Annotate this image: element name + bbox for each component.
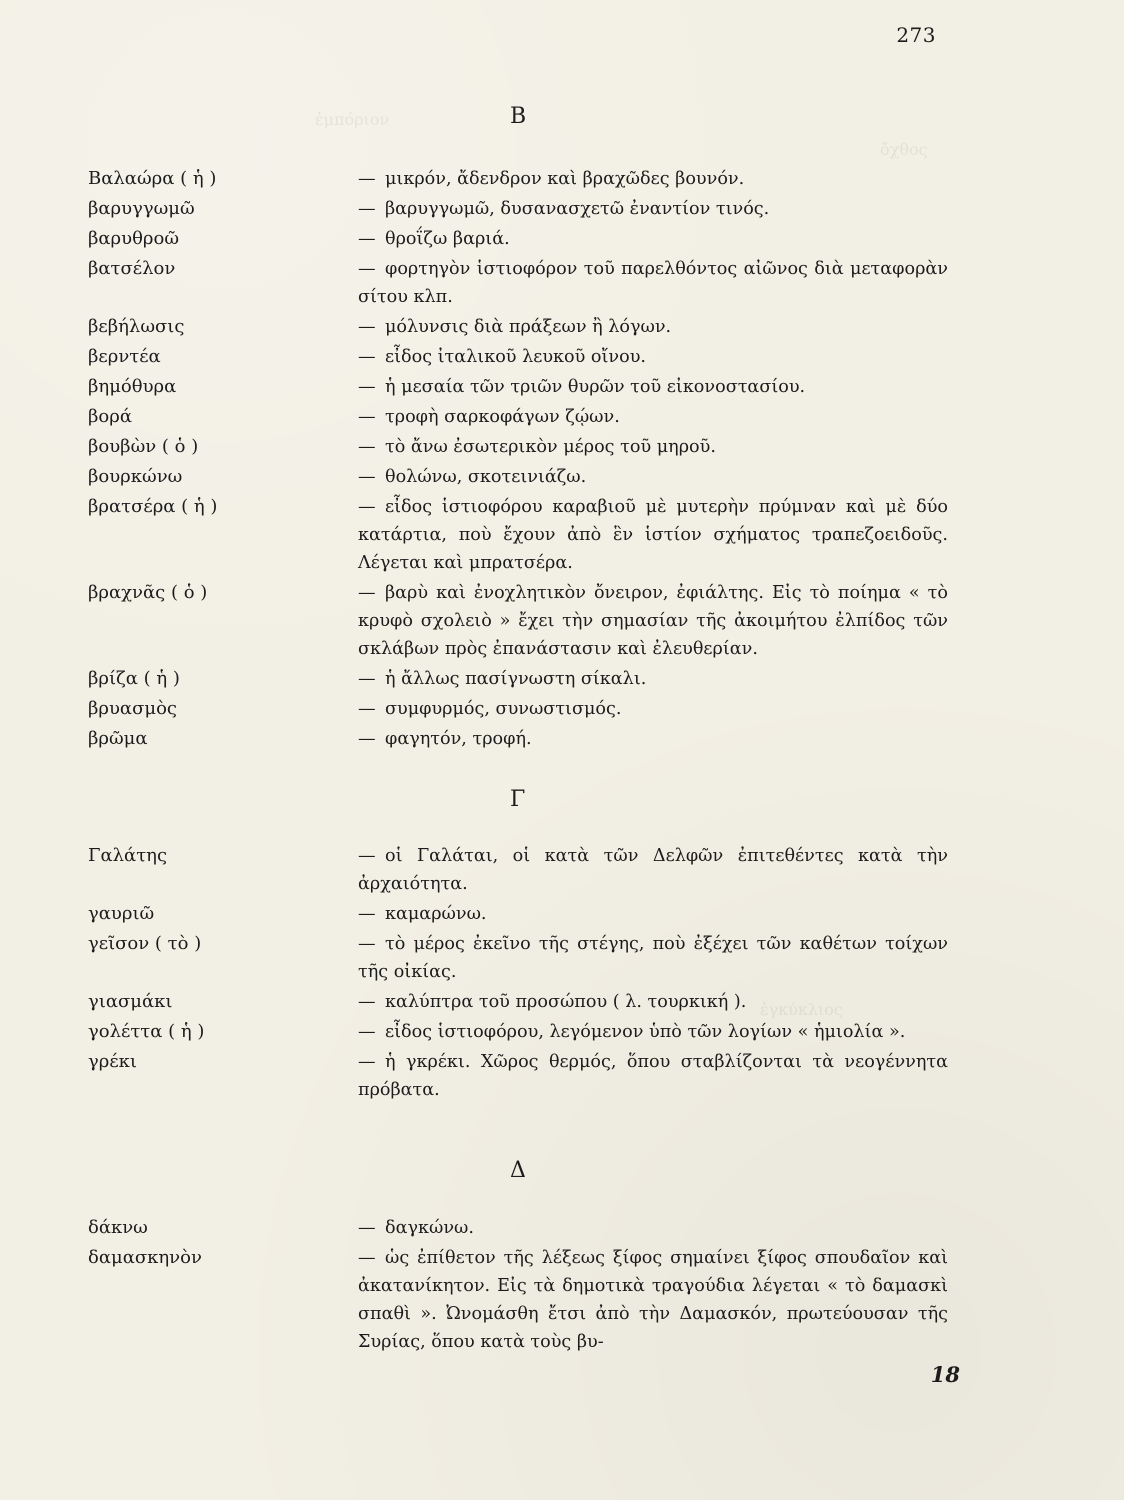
section-heading-delta: Δ xyxy=(510,1158,527,1183)
entry-term: βουρκώνω xyxy=(88,466,183,487)
entry-definition: — μικρόν, ἄδενδρον καὶ βραχῶδες βουνόν. xyxy=(358,169,745,189)
entry-term: βαρυγγωμῶ xyxy=(88,198,195,219)
entries-beta xyxy=(88,165,948,755)
entry-definition: — ὡς ἐπίθετον τῆς λέξεως ξίφος σημαίνει ξίφος σπουδαῖον καὶ ἀκατανίκητον. Εἰς τὰ δημοτικὰ τραγούδια λέγεται « τὸ δαμασκὶ σπαθὶ ». Ὠνομάσθη ἔτσι ἀπὸ τὴν Δαμασκόν, πρωτεύουσαν τῆς Συρίας, ὅπου κατὰ τοὺς βυ- xyxy=(358,1248,948,1352)
entry-term: βημόθυρα xyxy=(88,376,177,397)
entry-definition: — φορτηγὸν ἱστιοφόρον τοῦ παρελθόντος αἰῶνος διὰ μεταφορὰν σίτου κλπ. xyxy=(358,259,948,307)
glossary-entry xyxy=(88,493,948,577)
entry-term: Βαλαώρα ( ἡ ) xyxy=(88,168,217,189)
page-number-bottom: 18 xyxy=(930,1362,960,1387)
entry-definition: — θολώνω, σκοτεινιάζω. xyxy=(358,467,587,487)
glossary-entry xyxy=(88,313,948,341)
glossary-entry xyxy=(88,988,948,1016)
entry-definition: — εἶδος ἰταλικοῦ λευκοῦ οἴνου. xyxy=(358,347,646,367)
entry-definition: — ἡ ἄλλως πασίγνωστη σίκαλι. xyxy=(358,669,647,689)
entry-term: βρυασμὸς xyxy=(88,698,177,719)
entry-term: βατσέλον xyxy=(88,258,176,279)
entry-term: βρίζα ( ἡ ) xyxy=(88,668,180,689)
entry-term: γολέττα ( ἡ ) xyxy=(88,1021,205,1042)
entry-definition: — εἶδος ἱστιοφόρου, λεγόμενον ὑπὸ τῶν λογίων « ἡμιολία ». xyxy=(358,1022,906,1042)
entry-definition: — συμφυρμός, συνωστισμός. xyxy=(358,699,622,719)
glossary-entry xyxy=(88,665,948,693)
entry-term: βορά xyxy=(88,406,132,427)
entry-term: βουβὼν ( ὁ ) xyxy=(88,436,199,457)
entry-definition: — τὸ ἄνω ἐσωτερικὸν μέρος τοῦ μηροῦ. xyxy=(358,437,716,457)
entry-term: βερντέα xyxy=(88,346,161,367)
glossary-entry xyxy=(88,725,948,753)
section-heading-beta: Β xyxy=(510,104,528,129)
entry-definition: — εἶδος ἱστιοφόρου καραβιοῦ μὲ μυτερὴν πρύμναν καὶ μὲ δύο κατάρτια, ποὺ ἔχουν ἀπὸ ἓν ἱστίον σχήματος τραπεζοειδοῦς. Λέγεται καὶ μπρατσέρα. xyxy=(358,497,948,573)
bleedthrough-text: ἐγκύκλιος xyxy=(760,1000,843,1019)
glossary-entry xyxy=(88,225,948,253)
glossary-entry xyxy=(88,373,948,401)
glossary-entry xyxy=(88,579,948,663)
bleedthrough-text: ὄχθος xyxy=(880,140,928,159)
entries-gamma xyxy=(88,842,948,1106)
glossary-entry xyxy=(88,695,948,723)
entry-definition: — δαγκώνω. xyxy=(358,1218,474,1238)
entry-definition: — βαρὺ καὶ ἐνοχλητικὸν ὄνειρον, ἐφιάλτης. Εἰς τὸ ποίημα « τὸ κρυφὸ σχολειὸ » ἔχει τὴν σημασίαν τῆς ἀκοιμήτου ἐλπίδος τῶν σκλάβων πρὸς ἐπανάστασιν καὶ ἐλευθερίαν. xyxy=(358,583,948,659)
entry-term: γρέκι xyxy=(88,1051,137,1072)
entry-term: Γαλάτης xyxy=(88,845,168,866)
entry-definition: — βαρυγγωμῶ, δυσανασχετῶ ἐναντίον τινός. xyxy=(358,199,770,219)
glossary-entry xyxy=(88,195,948,223)
entry-definition: — καλύπτρα τοῦ προσώπου ( λ. τουρκική ). xyxy=(358,992,747,1012)
glossary-entry xyxy=(88,343,948,371)
entry-definition: — ἡ μεσαία τῶν τριῶν θυρῶν τοῦ εἰκονοστασίου. xyxy=(358,377,806,397)
entry-term: βεβήλωσις xyxy=(88,316,185,337)
glossary-entry xyxy=(88,255,948,311)
entry-definition: — φαγητόν, τροφή. xyxy=(358,729,532,749)
glossary-entry xyxy=(88,930,948,986)
entry-definition: — τροφὴ σαρκοφάγων ζῴων. xyxy=(358,407,620,427)
entry-term: δαμασκηνὸν xyxy=(88,1247,202,1268)
entry-term: γεῖσον ( τὸ ) xyxy=(88,933,202,954)
entry-term: βαρυθροῶ xyxy=(88,228,180,249)
glossary-entry xyxy=(88,1018,948,1046)
glossary-entry xyxy=(88,165,948,193)
entry-term: βραχνᾶς ( ὁ ) xyxy=(88,582,208,603)
entry-term: βρῶμα xyxy=(88,728,148,749)
entry-definition: — μόλυνσις διὰ πράξεων ἢ λόγων. xyxy=(358,317,672,337)
entry-definition: — καμαρώνω. xyxy=(358,904,487,924)
glossary-entry xyxy=(88,463,948,491)
entry-definition: — οἱ Γαλάται, οἱ κατὰ τῶν Δελφῶν ἐπιτεθέντες κατὰ τὴν ἀρχαιότητα. xyxy=(358,846,948,894)
entry-term: δάκνω xyxy=(88,1217,148,1238)
glossary-entry xyxy=(88,842,948,898)
entry-term: γιασμάκι xyxy=(88,991,173,1012)
entries-delta xyxy=(88,1214,948,1358)
entry-term: βρατσέρα ( ἡ ) xyxy=(88,496,218,517)
section-heading-gamma: Γ xyxy=(510,787,527,812)
glossary-entry xyxy=(88,1048,948,1104)
glossary-entry xyxy=(88,1244,948,1356)
page-number-top: 273 xyxy=(896,23,936,47)
bleedthrough-text: ἐμπόριον xyxy=(315,110,390,129)
entry-definition: — τὸ μέρος ἐκεῖνο τῆς στέγης, ποὺ ἐξέχει τῶν καθέτων τοίχων τῆς οἰκίας. xyxy=(358,934,948,982)
glossary-entry xyxy=(88,1214,948,1242)
glossary-entry xyxy=(88,900,948,928)
glossary-entry xyxy=(88,433,948,461)
entry-definition: — θροΐζω βαριά. xyxy=(358,229,510,249)
glossary-entry xyxy=(88,403,948,431)
entry-term: γαυριῶ xyxy=(88,903,155,924)
entry-definition: — ἡ γκρέκι. Χῶρος θερμός, ὅπου σταβλίζονται τὰ νεογέννητα πρόβατα. xyxy=(358,1052,948,1100)
